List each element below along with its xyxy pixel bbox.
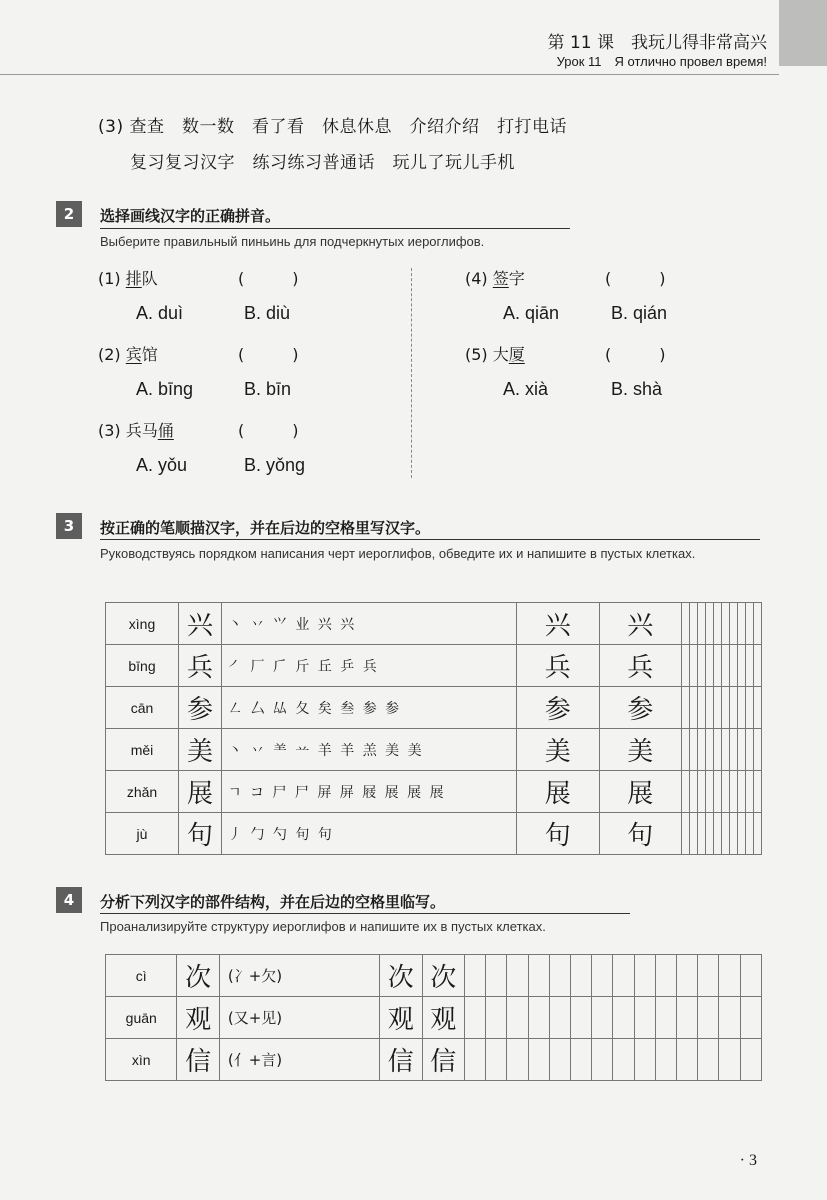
writing-cell[interactable] (549, 955, 570, 997)
character-cell: 句 (179, 813, 222, 855)
writing-cell[interactable] (486, 1039, 507, 1081)
stroke-row (106, 771, 762, 813)
section-3-rule (100, 539, 760, 540)
writing-cell[interactable] (528, 997, 549, 1039)
underlined-character: 宾 (125, 345, 142, 364)
trace-cell[interactable]: 次 (380, 955, 422, 997)
writing-cell[interactable] (719, 997, 740, 1039)
writing-cell[interactable] (754, 603, 762, 645)
writing-cell[interactable] (655, 955, 676, 997)
question-4-label (465, 266, 525, 289)
question-prefix: 大 (492, 345, 509, 364)
writing-cell[interactable] (738, 813, 746, 855)
writing-cell[interactable] (714, 729, 722, 771)
writing-cell[interactable] (706, 645, 714, 687)
stroke-row (106, 603, 762, 645)
section-2-rule (100, 228, 570, 229)
character-cell: 信 (177, 1039, 219, 1081)
writing-cell[interactable] (682, 729, 690, 771)
writing-cell[interactable] (690, 813, 698, 855)
writing-cell[interactable] (754, 645, 762, 687)
writing-cell[interactable] (722, 771, 730, 813)
underlined-character: 排 (125, 269, 142, 288)
trace-cell[interactable]: 兴 (599, 603, 682, 645)
underlined-character: 签 (492, 269, 509, 288)
pinyin-cell: cì (106, 955, 177, 997)
character-cell: 观 (177, 997, 219, 1039)
writing-cell[interactable] (698, 955, 719, 997)
writing-cell[interactable] (634, 997, 655, 1039)
writing-cell[interactable] (754, 687, 762, 729)
character-cell: 展 (179, 771, 222, 813)
question-5-label (465, 342, 525, 365)
section-2-title: 选择画线汉字的正确拼音。 (100, 207, 281, 225)
writing-cell[interactable] (746, 603, 754, 645)
stroke-sequence: 丿 勹 勺 句 句 (222, 813, 517, 855)
component-structure: (又+见) (219, 997, 379, 1039)
writing-cell[interactable] (464, 955, 485, 997)
writing-cell[interactable] (722, 603, 730, 645)
stroke-sequence: ㇒ 厂 𠂆 斤 丘 乒 兵 (222, 645, 517, 687)
option-a[interactable]: A. yǒu (136, 455, 188, 475)
question-suffix: 字 (508, 269, 525, 288)
pinyin-cell: cān (106, 687, 179, 729)
writing-cell[interactable] (740, 955, 761, 997)
trace-cell[interactable]: 观 (422, 997, 464, 1039)
writing-cell[interactable] (690, 771, 698, 813)
component-structure: (亻+言) (219, 1039, 379, 1081)
character-cell: 兵 (179, 645, 222, 687)
trace-cell[interactable]: 兵 (517, 645, 600, 687)
answer-blank[interactable]: ( ) (238, 269, 299, 288)
writing-cell[interactable] (592, 997, 613, 1039)
writing-cell[interactable] (746, 813, 754, 855)
writing-cell[interactable] (507, 997, 528, 1039)
option-b[interactable]: B. shà (611, 379, 663, 399)
writing-cell[interactable] (549, 1039, 570, 1081)
writing-cell[interactable] (698, 1039, 719, 1081)
writing-cell[interactable] (714, 603, 722, 645)
writing-cell[interactable] (719, 1039, 740, 1081)
writing-cell[interactable] (722, 645, 730, 687)
writing-cell[interactable] (754, 729, 762, 771)
writing-cell[interactable] (738, 687, 746, 729)
writing-cell[interactable] (706, 603, 714, 645)
pinyin-cell: jù (106, 813, 179, 855)
writing-cell[interactable] (634, 1039, 655, 1081)
column-divider (411, 268, 412, 478)
writing-cell[interactable] (722, 813, 730, 855)
writing-cell[interactable] (655, 1039, 676, 1081)
writing-cell[interactable] (714, 813, 722, 855)
trace-cell[interactable]: 兵 (599, 645, 682, 687)
writing-cell[interactable] (486, 997, 507, 1039)
character-cell: 参 (179, 687, 222, 729)
writing-cell[interactable] (698, 687, 706, 729)
stroke-sequence: ㄱ コ 尸 尸 屏 屏 屐 展 展 展 (222, 771, 517, 813)
writing-cell[interactable] (682, 813, 690, 855)
trace-cell[interactable]: 次 (422, 955, 464, 997)
writing-cell[interactable] (706, 729, 714, 771)
section-2-subtitle: Выберите правильный пиньинь для подчеркнутых иероглифов. (100, 234, 485, 249)
section-2-number: 2 (56, 201, 82, 227)
question-2-label (98, 342, 158, 365)
writing-cell[interactable] (698, 997, 719, 1039)
writing-cell[interactable] (676, 955, 697, 997)
writing-cell[interactable] (690, 603, 698, 645)
answer-blank[interactable]: ( ) (238, 345, 299, 364)
section-4-number: 4 (56, 887, 82, 913)
pinyin-cell: guān (106, 997, 177, 1039)
writing-cell[interactable] (730, 687, 738, 729)
word-list-line-2: 复习复习汉字 练习练习普通话 玩儿了玩儿手机 (130, 153, 515, 173)
writing-cell[interactable] (714, 687, 722, 729)
stroke-order-table (105, 602, 762, 855)
trace-cell[interactable]: 展 (517, 771, 600, 813)
writing-cell[interactable] (719, 955, 740, 997)
writing-cell[interactable] (528, 955, 549, 997)
option-b[interactable]: B. bīn (244, 379, 292, 399)
trace-cell[interactable]: 句 (599, 813, 682, 855)
writing-cell[interactable] (682, 603, 690, 645)
stroke-sequence: ㇜ 厶 厸 夂 矣 叁 参 参 (222, 687, 517, 729)
section-4-title: 分析下列汉字的部件结构，并在后边的空格里临写。 (100, 893, 446, 911)
question-suffix: 队 (141, 269, 158, 288)
writing-cell[interactable] (746, 729, 754, 771)
structure-row (106, 997, 762, 1039)
writing-cell[interactable] (740, 997, 761, 1039)
question-number: (1) (98, 269, 121, 288)
structure-row (106, 955, 762, 997)
pinyin-cell: bīng (106, 645, 179, 687)
stroke-sequence: 丶 丷 ⺷ 䒑 羊 羊 羔 美 美 (222, 729, 517, 771)
writing-cell[interactable] (698, 729, 706, 771)
pinyin-cell: zhǎn (106, 771, 179, 813)
writing-cell[interactable] (613, 955, 634, 997)
question-suffix: 馆 (141, 345, 158, 364)
option-a[interactable]: A. duì (136, 303, 184, 323)
question-number: (3) (98, 421, 121, 440)
writing-cell[interactable] (730, 813, 738, 855)
trace-cell[interactable]: 美 (517, 729, 600, 771)
writing-cell[interactable] (570, 997, 591, 1039)
question-number: (4) (465, 269, 488, 288)
writing-cell[interactable] (464, 997, 485, 1039)
underlined-character: 俑 (157, 421, 174, 440)
writing-cell[interactable] (464, 1039, 485, 1081)
option-a[interactable]: A. xià (503, 379, 549, 399)
header-rule (0, 74, 779, 75)
lesson-title: 第 11 课 我玩儿得非常高兴 (547, 33, 767, 53)
writing-cell[interactable] (738, 729, 746, 771)
writing-cell[interactable] (613, 1039, 634, 1081)
trace-cell[interactable]: 参 (599, 687, 682, 729)
writing-cell[interactable] (706, 771, 714, 813)
answer-blank[interactable]: ( ) (238, 421, 299, 440)
writing-cell[interactable] (570, 1039, 591, 1081)
character-cell: 美 (179, 729, 222, 771)
writing-cell[interactable] (507, 1039, 528, 1081)
writing-cell[interactable] (690, 729, 698, 771)
stroke-row (106, 729, 762, 771)
pinyin-cell: měi (106, 729, 179, 771)
answer-blank[interactable]: ( ) (605, 269, 666, 288)
writing-cell[interactable] (676, 997, 697, 1039)
pinyin-cell: xìng (106, 603, 179, 645)
writing-cell[interactable] (754, 771, 762, 813)
character-cell: 兴 (179, 603, 222, 645)
writing-cell[interactable] (706, 687, 714, 729)
trace-cell[interactable]: 信 (422, 1039, 464, 1081)
section-3-subtitle: Руководствуясь порядком написания черт иероглифов, обведите их и напишите в пустых клетках. (100, 546, 696, 561)
writing-cell[interactable] (690, 645, 698, 687)
writing-cell[interactable] (507, 955, 528, 997)
writing-cell[interactable] (486, 955, 507, 997)
writing-cell[interactable] (682, 645, 690, 687)
writing-cell[interactable] (698, 771, 706, 813)
trace-cell[interactable]: 兴 (517, 603, 600, 645)
option-b[interactable]: B. yǒng (244, 455, 306, 475)
option-a[interactable]: A. bīng (136, 379, 194, 399)
writing-cell[interactable] (730, 603, 738, 645)
option-a[interactable]: A. qiān (503, 303, 560, 323)
question-prefix: 兵马 (125, 421, 158, 440)
writing-cell[interactable] (682, 771, 690, 813)
section-4-subtitle: Проанализируйте структуру иероглифов и напишите их в пустых клетках. (100, 919, 546, 934)
pinyin-cell: xìn (106, 1039, 177, 1081)
writing-cell[interactable] (613, 997, 634, 1039)
writing-cell[interactable] (634, 955, 655, 997)
section-3-title: 按正确的笔顺描汉字，并在后边的空格里写汉字。 (100, 519, 431, 537)
writing-cell[interactable] (730, 771, 738, 813)
writing-cell[interactable] (738, 771, 746, 813)
trace-cell[interactable]: 观 (380, 997, 422, 1039)
writing-cell[interactable] (730, 645, 738, 687)
writing-cell[interactable] (738, 603, 746, 645)
question-number: (5) (465, 345, 488, 364)
trace-cell[interactable]: 句 (517, 813, 600, 855)
writing-cell[interactable] (698, 645, 706, 687)
writing-cell[interactable] (570, 955, 591, 997)
section-3-number: 3 (56, 513, 82, 539)
writing-cell[interactable] (690, 687, 698, 729)
stroke-row (106, 645, 762, 687)
writing-cell[interactable] (740, 1039, 761, 1081)
word-list-line-1: (3) 查查 数一数 看了看 休息休息 介绍介绍 打打电话 (98, 117, 567, 137)
writing-cell[interactable] (676, 1039, 697, 1081)
section-4-rule (100, 913, 630, 914)
page-number: · 3 (739, 1152, 757, 1169)
writing-cell[interactable] (549, 997, 570, 1039)
lesson-subtitle: Урок 11 Я отлично провел время! (556, 54, 767, 69)
writing-cell[interactable] (528, 1039, 549, 1081)
writing-cell[interactable] (722, 687, 730, 729)
writing-cell[interactable] (655, 997, 676, 1039)
writing-cell[interactable] (682, 687, 690, 729)
writing-cell[interactable] (746, 645, 754, 687)
writing-cell[interactable] (698, 813, 706, 855)
option-b[interactable]: B. qián (611, 303, 668, 323)
stroke-row (106, 687, 762, 729)
trace-cell[interactable]: 美 (599, 729, 682, 771)
writing-cell[interactable] (714, 771, 722, 813)
writing-cell[interactable] (722, 729, 730, 771)
writing-cell[interactable] (754, 813, 762, 855)
structure-row (106, 1039, 762, 1081)
writing-cell[interactable] (698, 603, 706, 645)
trace-cell[interactable]: 信 (380, 1039, 422, 1081)
trace-cell[interactable]: 参 (517, 687, 600, 729)
answer-blank[interactable]: ( ) (605, 345, 666, 364)
writing-cell[interactable] (746, 771, 754, 813)
structure-table (105, 954, 762, 1081)
writing-cell[interactable] (714, 645, 722, 687)
stroke-sequence: 丶 丷 ⺍ 业 兴 兴 (222, 603, 517, 645)
character-cell: 次 (177, 955, 219, 997)
writing-cell[interactable] (738, 645, 746, 687)
trace-cell[interactable]: 展 (599, 771, 682, 813)
question-1-label (98, 266, 158, 289)
writing-cell[interactable] (730, 729, 738, 771)
option-b[interactable]: B. diù (244, 303, 291, 323)
question-3-label (98, 418, 174, 441)
question-number: (2) (98, 345, 121, 364)
underlined-character: 厦 (508, 345, 525, 364)
writing-cell[interactable] (706, 813, 714, 855)
writing-cell[interactable] (592, 1039, 613, 1081)
component-structure: (冫+欠) (219, 955, 379, 997)
writing-cell[interactable] (746, 687, 754, 729)
writing-cell[interactable] (592, 955, 613, 997)
stroke-row (106, 813, 762, 855)
chapter-tab (779, 0, 827, 66)
